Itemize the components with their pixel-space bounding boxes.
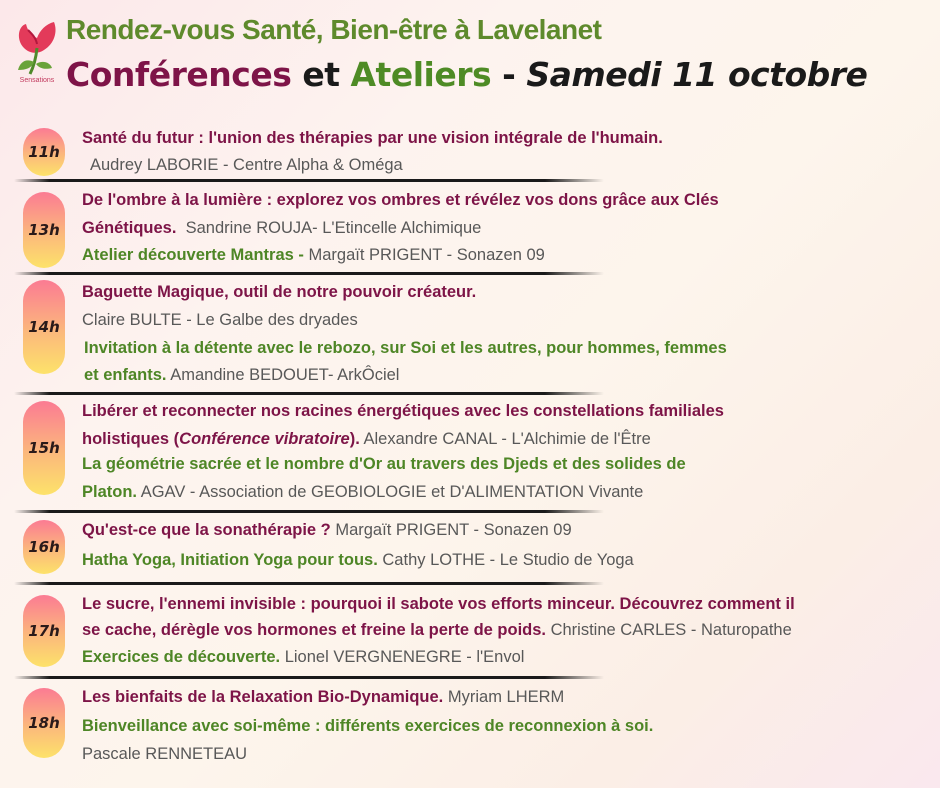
divider [14, 676, 604, 679]
title-et: et [302, 55, 340, 94]
slot-15h [0, 397, 940, 509]
speaker-name: Claire BULTE - Le Galbe des dryades [82, 311, 358, 329]
slot-14h [0, 278, 940, 392]
session-title: Hatha Yoga, Initiation Yoga pour tous. [82, 551, 378, 569]
time-label: 14h [28, 318, 60, 336]
time-label: 11h [28, 143, 60, 161]
sensations-logo [12, 18, 62, 86]
speaker-name: Pascale RENNETEAU [82, 745, 248, 763]
session-title: Libérer et reconnecter nos racines énergétiques avec les constellations familiales [82, 402, 724, 420]
speaker-name: Christine CARLES - Naturopathe [550, 621, 792, 639]
title-conferences: Conférences [66, 55, 292, 94]
event-subtitle: Rendez-vous Santé, Bien-être à Lavelanet [66, 14, 602, 45]
slot-16h [0, 516, 940, 580]
time-pill [23, 192, 65, 268]
session-title: se cache, dérègle vos hormones et freine la perte de poids. [82, 621, 546, 639]
time-label: 13h [28, 221, 60, 239]
session-title: La géométrie sacrée et le nombre d'Or au travers des Djeds et des solides de [82, 455, 686, 473]
time-pill [23, 280, 65, 374]
program-line [82, 216, 481, 240]
time-pill [23, 688, 65, 758]
speaker-name: Alexandre CANAL - L'Alchimie de l'Être [363, 430, 651, 448]
tulip-logo-icon [12, 18, 62, 86]
program-line [84, 336, 727, 360]
time-pill [23, 401, 65, 495]
slot-18h [0, 684, 940, 768]
session-title: Platon. [82, 483, 138, 501]
session-title: Atelier découverte Mantras - [82, 246, 304, 264]
session-title: De l'ombre à la lumière : explorez vos ombres et révélez vos dons grâce aux Clés [82, 191, 719, 209]
slot-17h [0, 591, 940, 675]
program-line [82, 592, 795, 616]
speaker-name: Sandrine ROUJA- L'Etincelle Alchimique [185, 219, 482, 237]
program-line [82, 742, 247, 766]
divider [14, 272, 604, 275]
program-line [82, 188, 719, 212]
session-title: Bienveillance avec soi-même : différents exercices de reconnexion à soi. [82, 717, 654, 735]
session-title: Qu'est-ce que la sonathérapie ? [82, 521, 331, 539]
program-line [82, 685, 564, 709]
divider [14, 392, 604, 395]
session-title: Les bienfaits de la Relaxation Bio-Dynamique. [82, 688, 444, 706]
divider [14, 582, 604, 585]
speaker-name: Audrey LABORIE - Centre Alpha & Oméga [90, 156, 403, 174]
session-title: Exercices de découverte. [82, 648, 281, 666]
session-title-italic: Conférence vibratoire [179, 430, 350, 448]
title-ateliers: Ateliers [350, 55, 492, 94]
program-line [82, 126, 663, 150]
time-pill [23, 128, 65, 176]
session-title [82, 430, 360, 448]
time-label: 16h [28, 538, 60, 556]
speaker-name: Lionel VERGNENEGRE - l'Envol [284, 648, 525, 666]
session-title: Le sucre, l'ennemi invisible : pourquoi il sabote vos efforts minceur. Découvrez comment il [82, 595, 795, 613]
program-line [82, 452, 686, 476]
session-title: Invitation à la détente avec le rebozo, sur Soi et les autres, pour hommes, femmes [84, 339, 727, 357]
time-pill [23, 520, 65, 574]
speaker-name: Margaït PRIGENT - Sonazen 09 [308, 246, 545, 264]
speaker-name: AGAV - Association de GEOBIOLOGIE et D'ALIMENTATION Vivante [140, 483, 644, 501]
divider [14, 179, 604, 182]
program-line [82, 308, 358, 332]
time-label: 15h [28, 439, 60, 457]
session-title-part: ). [349, 430, 360, 448]
program-line [82, 645, 524, 669]
slot-13h [0, 186, 940, 272]
program-line [84, 363, 399, 387]
program-line [82, 480, 643, 504]
program-line [82, 399, 724, 423]
time-pill [23, 595, 65, 667]
program-line [82, 243, 545, 267]
time-label: 17h [28, 622, 60, 640]
session-title: Baguette Magique, outil de notre pouvoir créateur. [82, 283, 477, 301]
time-label: 18h [28, 714, 60, 732]
session-title: Génétiques. [82, 219, 177, 237]
session-title: et enfants. [84, 366, 167, 384]
title-dash: - [502, 55, 516, 94]
program-line [82, 427, 651, 451]
speaker-name: Myriam LHERM [447, 688, 565, 706]
program-line [82, 548, 634, 572]
slot-11h [0, 124, 940, 180]
program-line [90, 153, 403, 177]
divider [14, 510, 604, 513]
program-line [82, 618, 792, 642]
program-line [82, 280, 476, 304]
session-title: Santé du futur : l'union des thérapies par une vision intégrale de l'humain. [82, 129, 663, 147]
program-line [82, 518, 572, 542]
speaker-name: Margaït PRIGENT - Sonazen 09 [335, 521, 572, 539]
page-title [66, 55, 867, 94]
speaker-name: Cathy LOTHE - Le Studio de Yoga [382, 551, 634, 569]
program-line [82, 714, 653, 738]
svg-text:Sensations: Sensations [19, 77, 55, 84]
title-date: Samedi 11 octobre [526, 55, 868, 94]
session-title-part: holistiques ( [82, 430, 180, 448]
speaker-name: Amandine BEDOUET- ArkÔciel [170, 366, 400, 384]
